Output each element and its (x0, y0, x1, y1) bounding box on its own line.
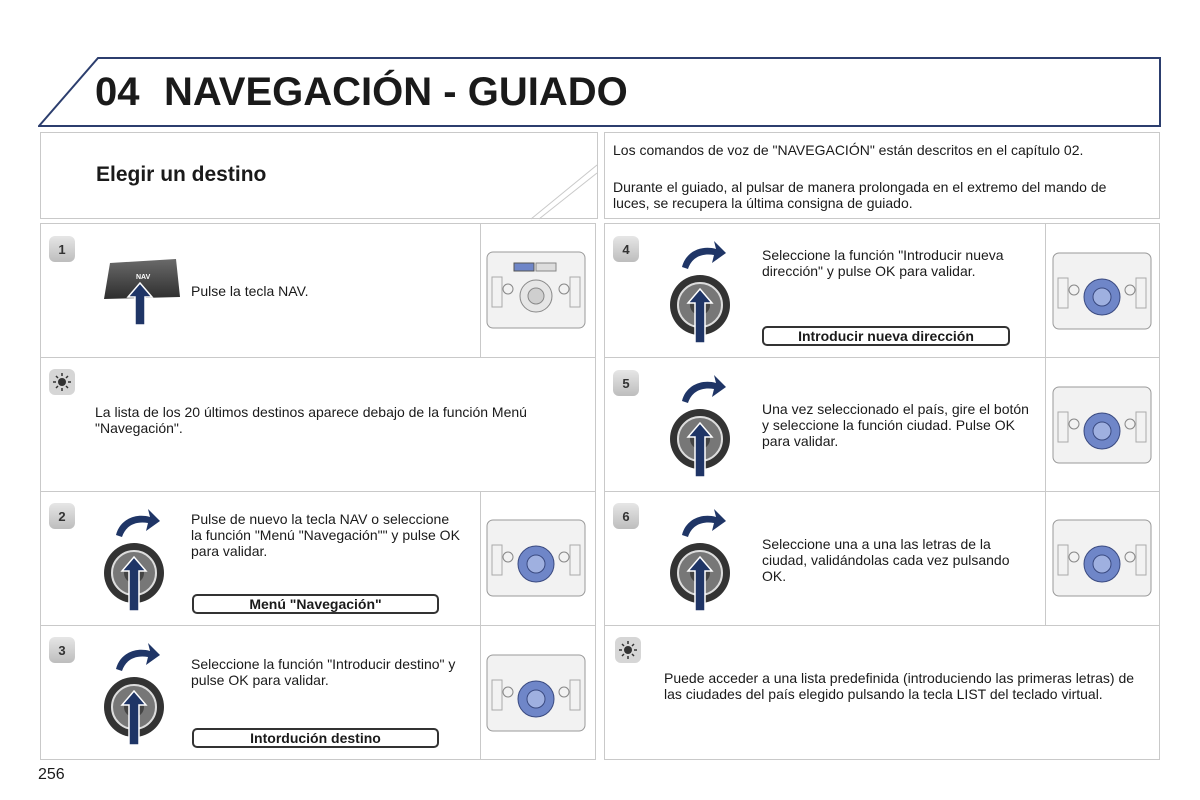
step-6-badge: 6 (613, 503, 639, 529)
step-1-text: Pulse la tecla NAV. (191, 283, 309, 299)
rotary-knob-icon (666, 505, 742, 615)
rotary-knob-icon (666, 371, 742, 481)
step-5-text: Una vez seleccionado el país, gire el botón y seleccione la función ciudad. Pulse OK para validar. (762, 401, 1029, 449)
tip-2-text: Puede acceder a una lista predefinida (introduciendo las primeras letras) de las ciudades del país elegido pulsando la tecla LIST del teclado virtual. (664, 670, 1135, 702)
chapter-number: 04 (95, 70, 140, 114)
console-image (486, 251, 586, 329)
tip-icon (614, 636, 642, 664)
corner-fold (531, 163, 599, 220)
step-5-badge: 5 (613, 370, 639, 396)
console-image (486, 519, 586, 597)
step-2-text: Pulse de nuevo la tecla NAV o seleccione la función "Menú "Navegación"" y pulse OK para validar. (191, 511, 460, 559)
intro-guidance-recall: Durante el guiado, al pulsar de manera prolongada en el extremo del mando de luces, se recupera la última consigna de guiado. (613, 179, 1107, 211)
menu-navegacion-label: Menú "Navegación" (192, 594, 439, 614)
introducir-nueva-direccion-label: Introducir nueva dirección (762, 326, 1010, 346)
step-4-badge: 4 (613, 236, 639, 262)
console-image (486, 654, 586, 732)
page-title: NAVEGACIÓN - GUIADO (164, 70, 628, 114)
step-3-text: Seleccione la función "Introducir destino" y pulse OK para validar. (191, 656, 456, 688)
console-image (1052, 386, 1152, 464)
rotary-knob-icon (666, 237, 742, 347)
nav-key-label: NAV (136, 274, 151, 281)
rotary-knob-icon (100, 505, 176, 615)
tip-1-text: La lista de los 20 últimos destinos aparece debajo de la función Menú "Navegación". (95, 404, 527, 436)
introducir-destino-label: Intordución destino (192, 728, 439, 748)
section-header-box (40, 132, 598, 219)
page-number: 256 (38, 766, 65, 783)
nav-key-icon (100, 255, 182, 327)
step-1-badge: 1 (49, 236, 75, 262)
intro-voice-commands: Los comandos de voz de "NAVEGACIÓN" están descritos en el capítulo 02. (613, 142, 1084, 158)
step-2-badge: 2 (49, 503, 75, 529)
intro-box (604, 132, 1160, 219)
step-3-badge: 3 (49, 637, 75, 663)
tip-icon (48, 368, 76, 396)
rotary-knob-icon (100, 639, 176, 749)
console-image (1052, 519, 1152, 597)
step-6-text: Seleccione una a una las letras de la ciudad, validándolas cada vez pulsando OK. (762, 536, 1010, 584)
console-image (1052, 252, 1152, 330)
step-4-text: Seleccione la función "Introducir nueva dirección" y pulse OK para validar. (762, 247, 1004, 279)
section-title: Elegir un destino (96, 163, 267, 186)
